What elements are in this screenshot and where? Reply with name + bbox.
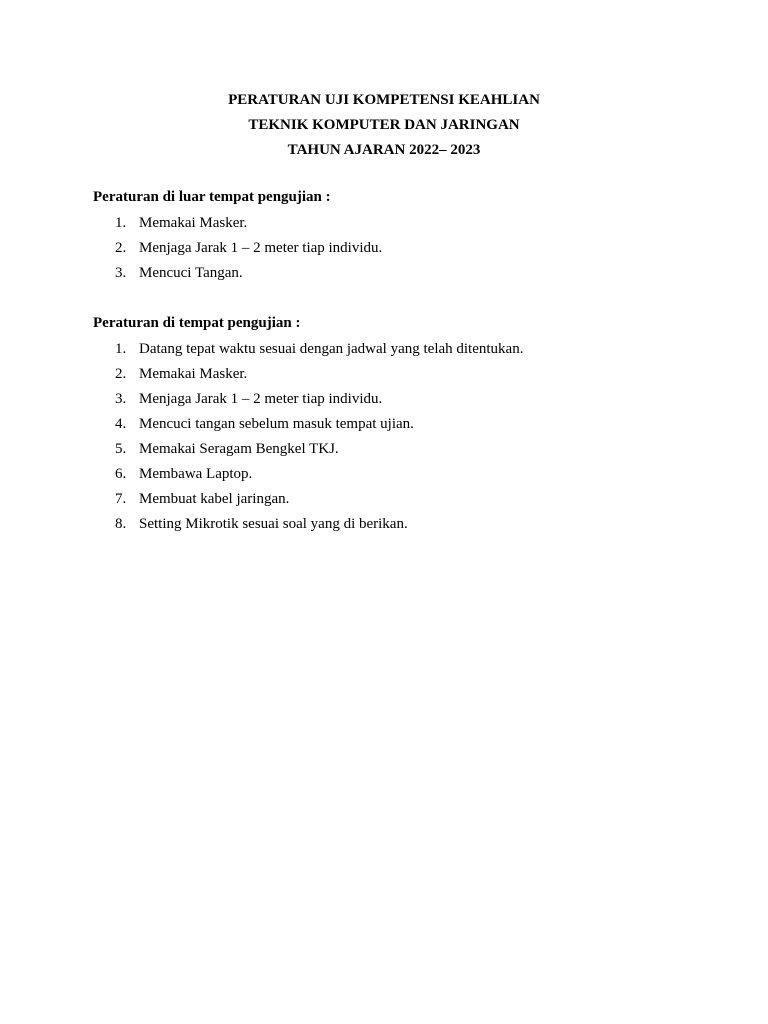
list-item: [93, 211, 693, 236]
list-number: 3.: [115, 265, 127, 281]
list-text: Membawa Laptop.: [139, 466, 253, 482]
list-item: [93, 462, 693, 487]
list-number: 2.: [115, 240, 127, 256]
list-item: [93, 362, 693, 387]
list-number: 1.: [115, 215, 127, 231]
list-item: [93, 437, 693, 462]
rule-list: [93, 337, 693, 537]
list-item: [93, 487, 693, 512]
rule-list: [93, 211, 693, 286]
title-line-3: TAHUN AJARAN 2022– 2023: [287, 142, 481, 158]
list-text: Menjaga Jarak 1 – 2 meter tiap individu.: [139, 240, 383, 256]
list-number: 1.: [115, 341, 127, 357]
list-text: Setting Mikrotik sesuai soal yang di berikan.: [139, 516, 408, 532]
list-item: [93, 412, 693, 437]
list-text: Memakai Seragam Bengkel TKJ.: [139, 441, 339, 457]
list-item: [93, 236, 693, 261]
list-number: 5.: [115, 441, 127, 457]
document-title: [0, 88, 768, 163]
title-line-2: TEKNIK KOMPUTER DAN JARINGAN: [248, 117, 520, 133]
list-item: [93, 387, 693, 412]
section-inside-rules: [93, 313, 693, 537]
list-text: Mencuci Tangan.: [139, 265, 243, 281]
section-heading: Peraturan di luar tempat pengujian :: [93, 189, 331, 205]
list-item: [93, 337, 693, 362]
title-line-1: PERATURAN UJI KOMPETENSI KEAHLIAN: [228, 92, 540, 108]
list-text: Membuat kabel jaringan.: [139, 491, 290, 507]
list-text: Menjaga Jarak 1 – 2 meter tiap individu.: [139, 391, 383, 407]
list-text: Memakai Masker.: [139, 366, 248, 382]
section-heading: Peraturan di tempat pengujian :: [93, 315, 301, 331]
list-item: [93, 261, 693, 286]
list-text: Mencuci tangan sebelum masuk tempat ujian.: [139, 416, 414, 432]
list-number: 4.: [115, 416, 127, 432]
section-outside-rules: [93, 187, 693, 286]
list-number: 7.: [115, 491, 127, 507]
list-number: 6.: [115, 466, 127, 482]
list-text: Memakai Masker.: [139, 215, 248, 231]
list-text: Datang tepat waktu sesuai dengan jadwal yang telah ditentukan.: [139, 341, 524, 357]
list-item: [93, 512, 693, 537]
list-number: 3.: [115, 391, 127, 407]
list-number: 8.: [115, 516, 127, 532]
list-number: 2.: [115, 366, 127, 382]
